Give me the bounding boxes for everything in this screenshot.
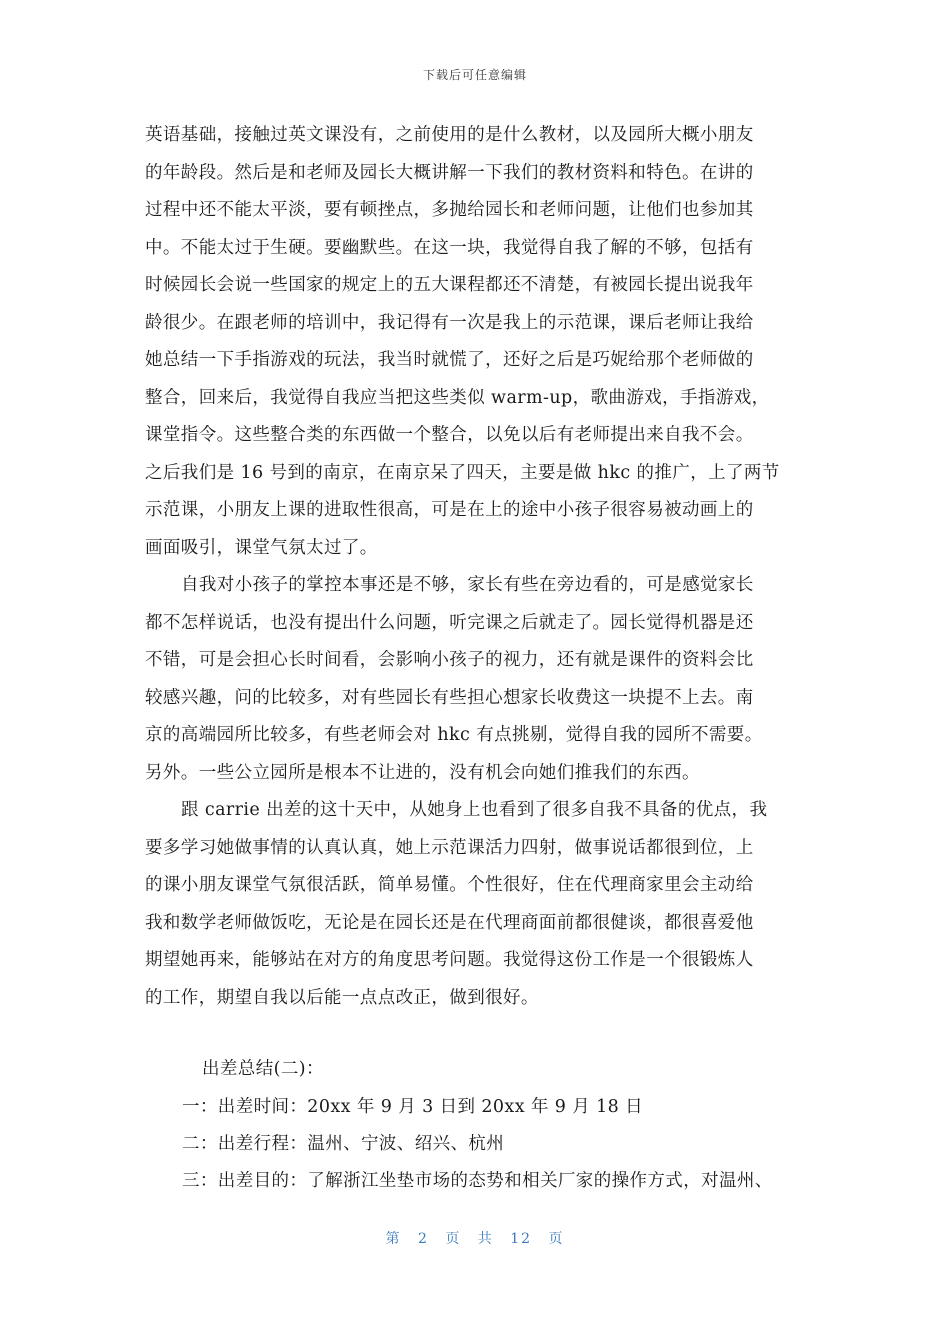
- section-title: 出差总结(二)：: [202, 1059, 324, 1079]
- text-line: 较感兴趣，问的比较多，对有些园长有些担心想家长收费这一块提不上去。南: [145, 687, 754, 708]
- text-line: 之后我们是 16 号到的南京，在南京呆了四天，主要是做 hkc 的推广，上了两节: [145, 462, 780, 483]
- text-line: 自我对小孩子的掌控本事还是不够，家长有些在旁边看的，可是感觉家长: [181, 575, 754, 595]
- text-line: 要多学习她做事情的认真认真，她上示范课活力四射，做事说话都很到位，上: [145, 837, 754, 858]
- text-line: 时候园长会说一些国家的规定上的五大课程都还不清楚，有被园长提出说我年: [145, 275, 754, 295]
- text-line: 的年龄段。然后是和老师及园长大概讲解一下我们的教材资料和特色。在讲的: [145, 162, 754, 183]
- paragraph: [145, 567, 810, 792]
- text-line: 英语基础，接触过英文课没有，之前使用的是什么教材，以及园所大概小朋友: [145, 125, 754, 145]
- footer-page-word: 第: [385, 1231, 402, 1247]
- text-line: 过程中还不能太平淡，要有顿挫点，多抛给园长和老师问题，让他们也参加其: [145, 200, 754, 220]
- footer-page-number: 2: [417, 1231, 429, 1247]
- footer-page-word: 页: [548, 1231, 565, 1247]
- text-line: 跟 carrie 出差的这十天中，从她身上也看到了很多自我不具备的优点，我: [181, 800, 768, 820]
- paragraph: [145, 117, 810, 567]
- page-footer: [0, 1228, 950, 1248]
- text-line: 的工作，期望自我以后能一点点改正，做到很好。: [145, 987, 539, 1008]
- text-line: 另外。一些公立园所是根本不让进的，没有机会向她们推我们的东西。: [145, 762, 700, 783]
- footer-page-word: 页: [445, 1231, 462, 1247]
- section-item: 三：出差目的：了解浙江坐垫市场的态势和相关厂家的操作方式，对温州、: [182, 1171, 773, 1191]
- paragraph: [145, 792, 810, 1017]
- text-line: 示范课，小朋友上课的进取性很高，可是在上的途中小孩子很容易被动画上的: [145, 500, 754, 520]
- section-item: 二：出差行程：温州、宁波、绍兴、杭州: [182, 1134, 505, 1154]
- text-line: 京的高端园所比较多，有些老师会对 hkc 有点挑剔，觉得自我的园所不需要。: [145, 725, 763, 745]
- footer-total-pages: 12: [510, 1231, 533, 1247]
- section-item: 一：出差时间：20xx 年 9 月 3 日到 20xx 年 9 月 18 日: [182, 1097, 644, 1117]
- text-line: 课堂指令。这些整合类的东西做一个整合，以免以后有老师提出来自我不会。: [145, 425, 754, 445]
- text-line: 整合，回来后，我觉得自我应当把这些类似 warm-up，歌曲游戏，手指游戏，: [145, 387, 770, 408]
- footer-total-word: 共: [477, 1231, 494, 1247]
- text-line: 画面吸引，课堂气氛太过了。: [145, 537, 378, 558]
- document-body: [145, 117, 810, 1017]
- text-line: 龄很少。在跟老师的培训中，我记得有一次是我上的示范课，课后老师让我给: [145, 312, 754, 333]
- text-line: 她总结一下手指游戏的玩法，我当时就慌了，还好之后是巧妮给那个老师做的: [145, 350, 754, 370]
- text-line: 中。不能太过于生硬。要幽默些。在这一块，我觉得自我了解的不够，包括有: [145, 237, 754, 258]
- text-line: 不错，可是会担心长时间看，会影响小孩子的视力，还有就是课件的资料会比: [145, 650, 754, 670]
- text-line: 的课小朋友课堂气氛很活跃，简单易懂。个性很好，住在代理商家里会主动给: [145, 875, 754, 895]
- text-line: 我和数学老师做饭吃，无论是在园长还是在代理商面前都很健谈，都很喜爱他: [145, 912, 754, 933]
- page-header: 下载后可任意编辑: [422, 68, 527, 82]
- text-line: 期望她再来，能够站在对方的角度思考问题。我觉得这份工作是一个很锻炼人: [145, 950, 754, 970]
- text-line: 都不怎样说话，也没有提出什么问题，听完课之后就走了。园长觉得机器是还: [145, 612, 754, 633]
